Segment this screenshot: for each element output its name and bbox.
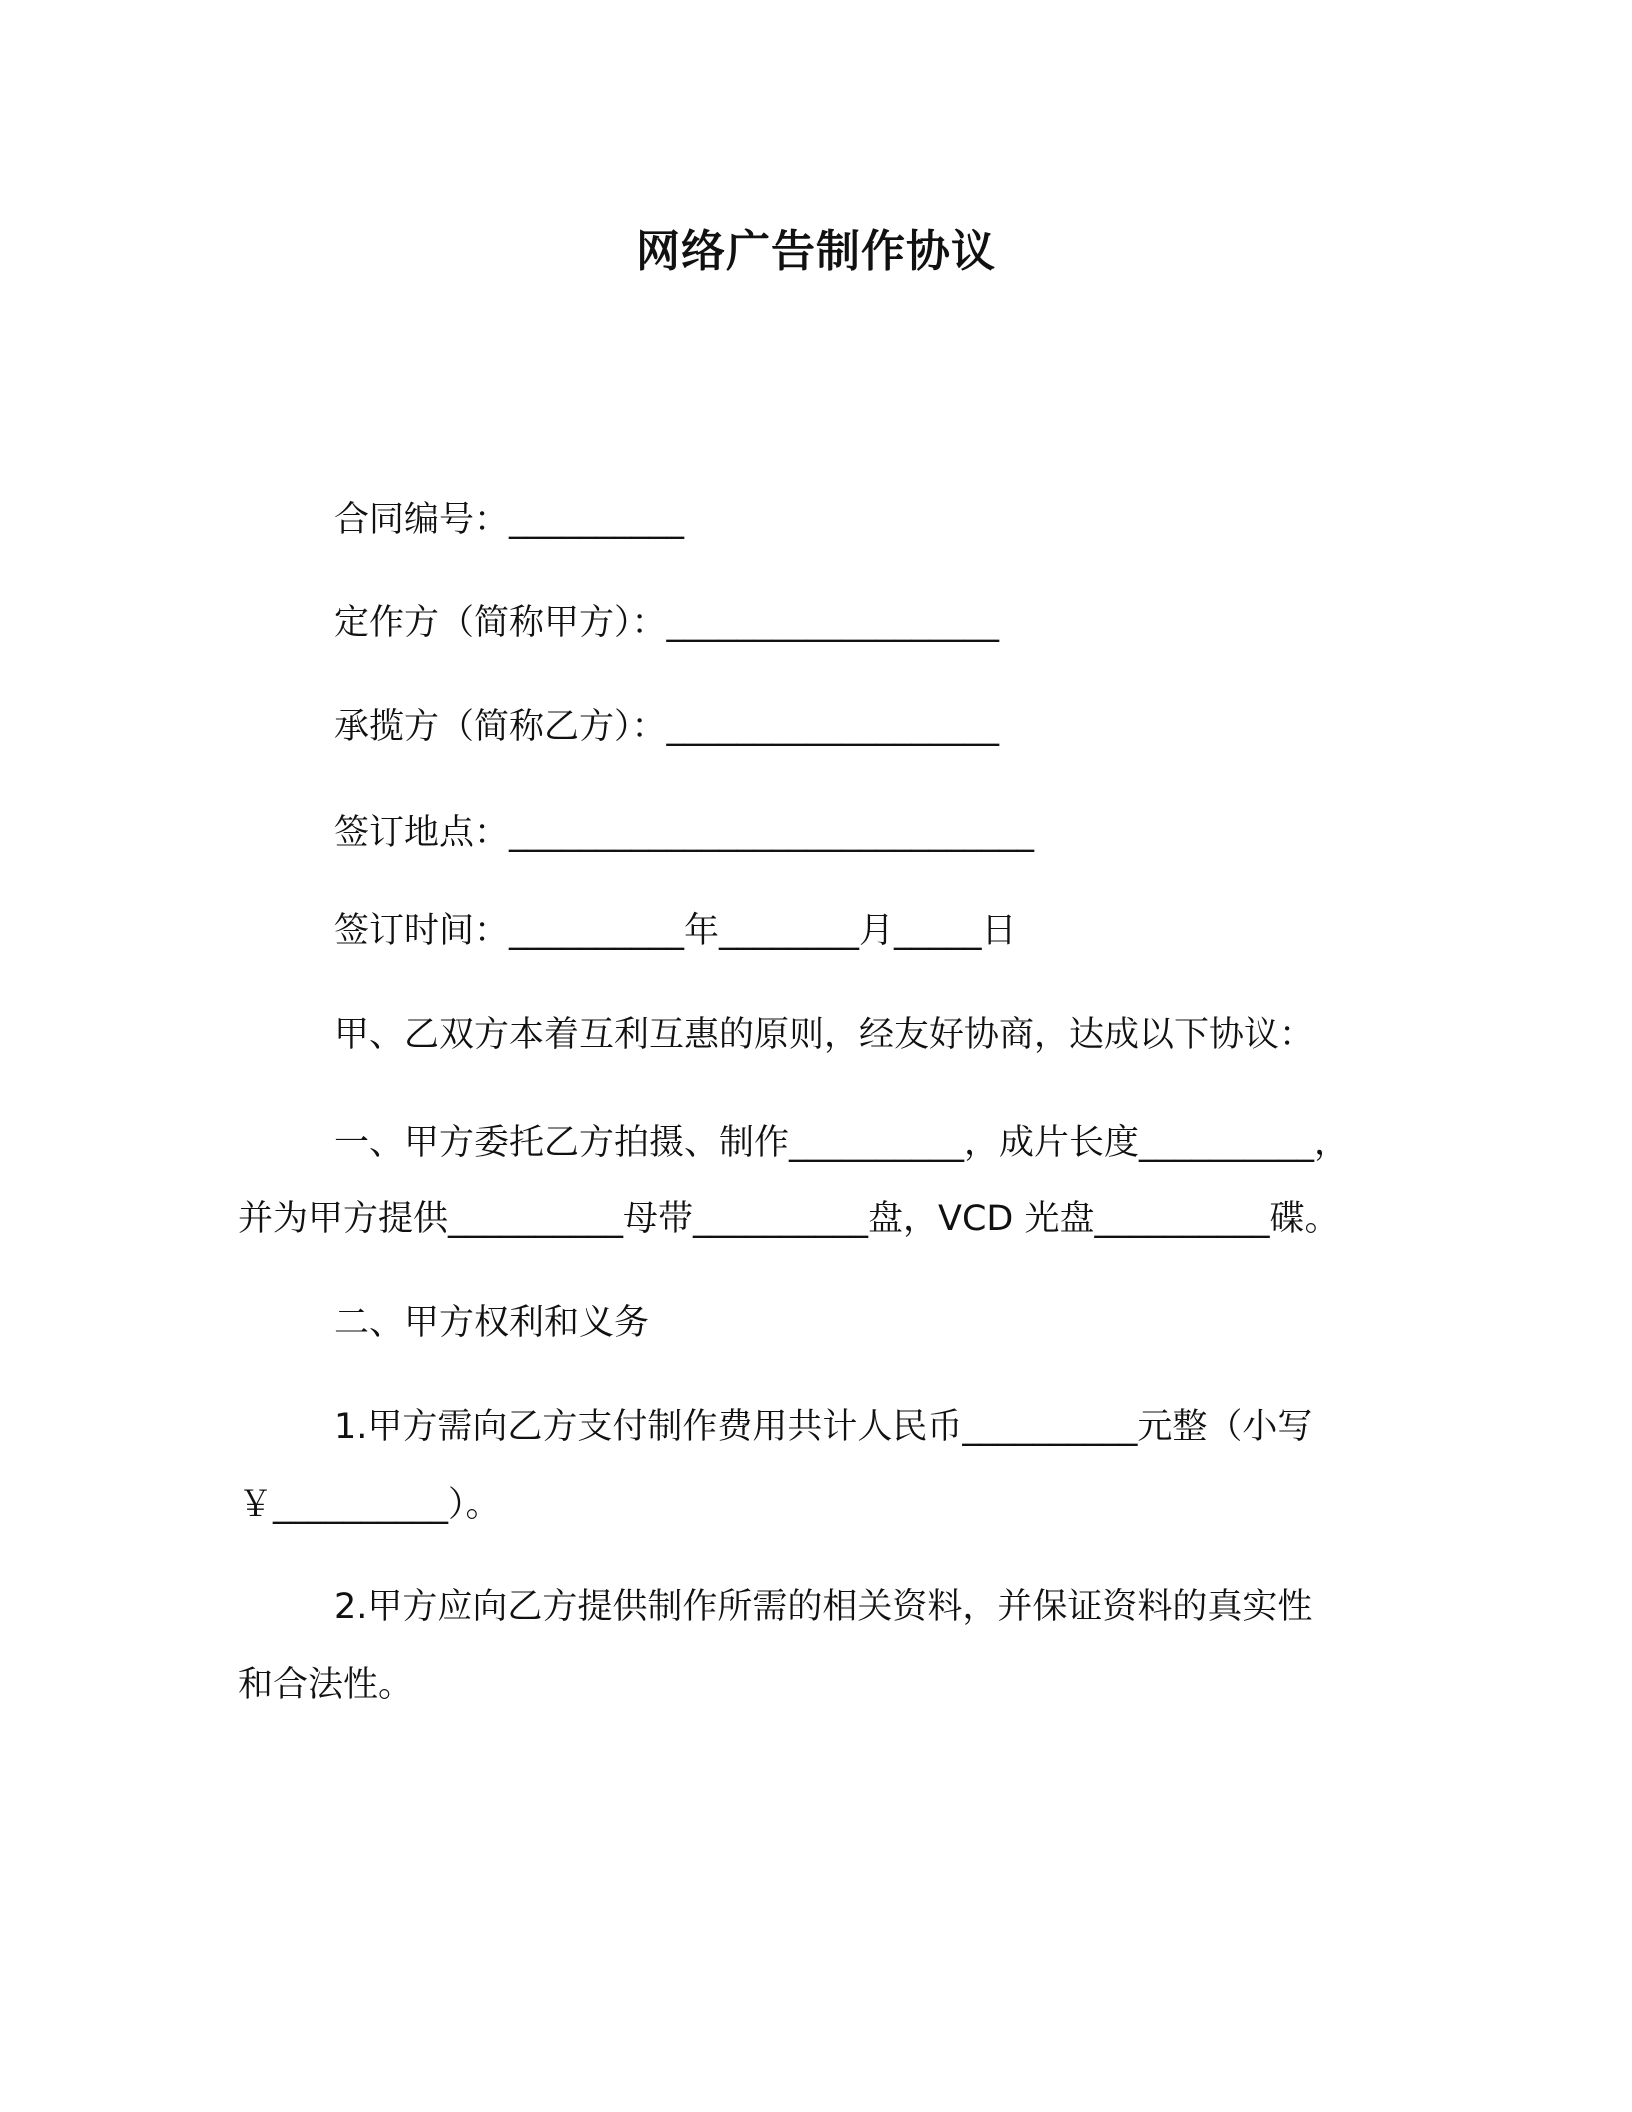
clause-2-item-1-line-1: 1.甲方需向乙方支付制作费用共计人民币__________元整（小写 (334, 1407, 1313, 1447)
party-a-field: 定作方（简称甲方）：___________________ (334, 603, 1000, 643)
sign-time-field: 签订时间：__________年________月_____日 (334, 911, 1017, 951)
sign-place-field: 签订地点：______________________________ (334, 813, 1035, 853)
preamble-paragraph: 甲、乙双方本着互利互惠的原则，经友好协商，达成以下协议： (334, 1015, 1315, 1055)
clause-2-heading: 二、甲方权利和义务 (334, 1303, 650, 1343)
contract-number-field: 合同编号：__________ (334, 500, 685, 540)
clause-1-line-2: 并为甲方提供__________母带__________盘，VCD 光盘__________碟。 (238, 1199, 1340, 1239)
clause-2-item-2-line-1: 2.甲方应向乙方提供制作所需的相关资料，并保证资料的真实性 (334, 1587, 1313, 1627)
clause-2-item-1-line-2: ￥__________）。 (238, 1485, 501, 1525)
clause-1-line-1: 一、甲方委托乙方拍摄、制作__________，成片长度__________， (334, 1123, 1350, 1163)
party-b-field: 承揽方（简称乙方）：___________________ (334, 707, 1000, 747)
document-title: 网络广告制作协议 (636, 226, 996, 277)
clause-2-item-2-line-2: 和合法性。 (238, 1665, 414, 1705)
